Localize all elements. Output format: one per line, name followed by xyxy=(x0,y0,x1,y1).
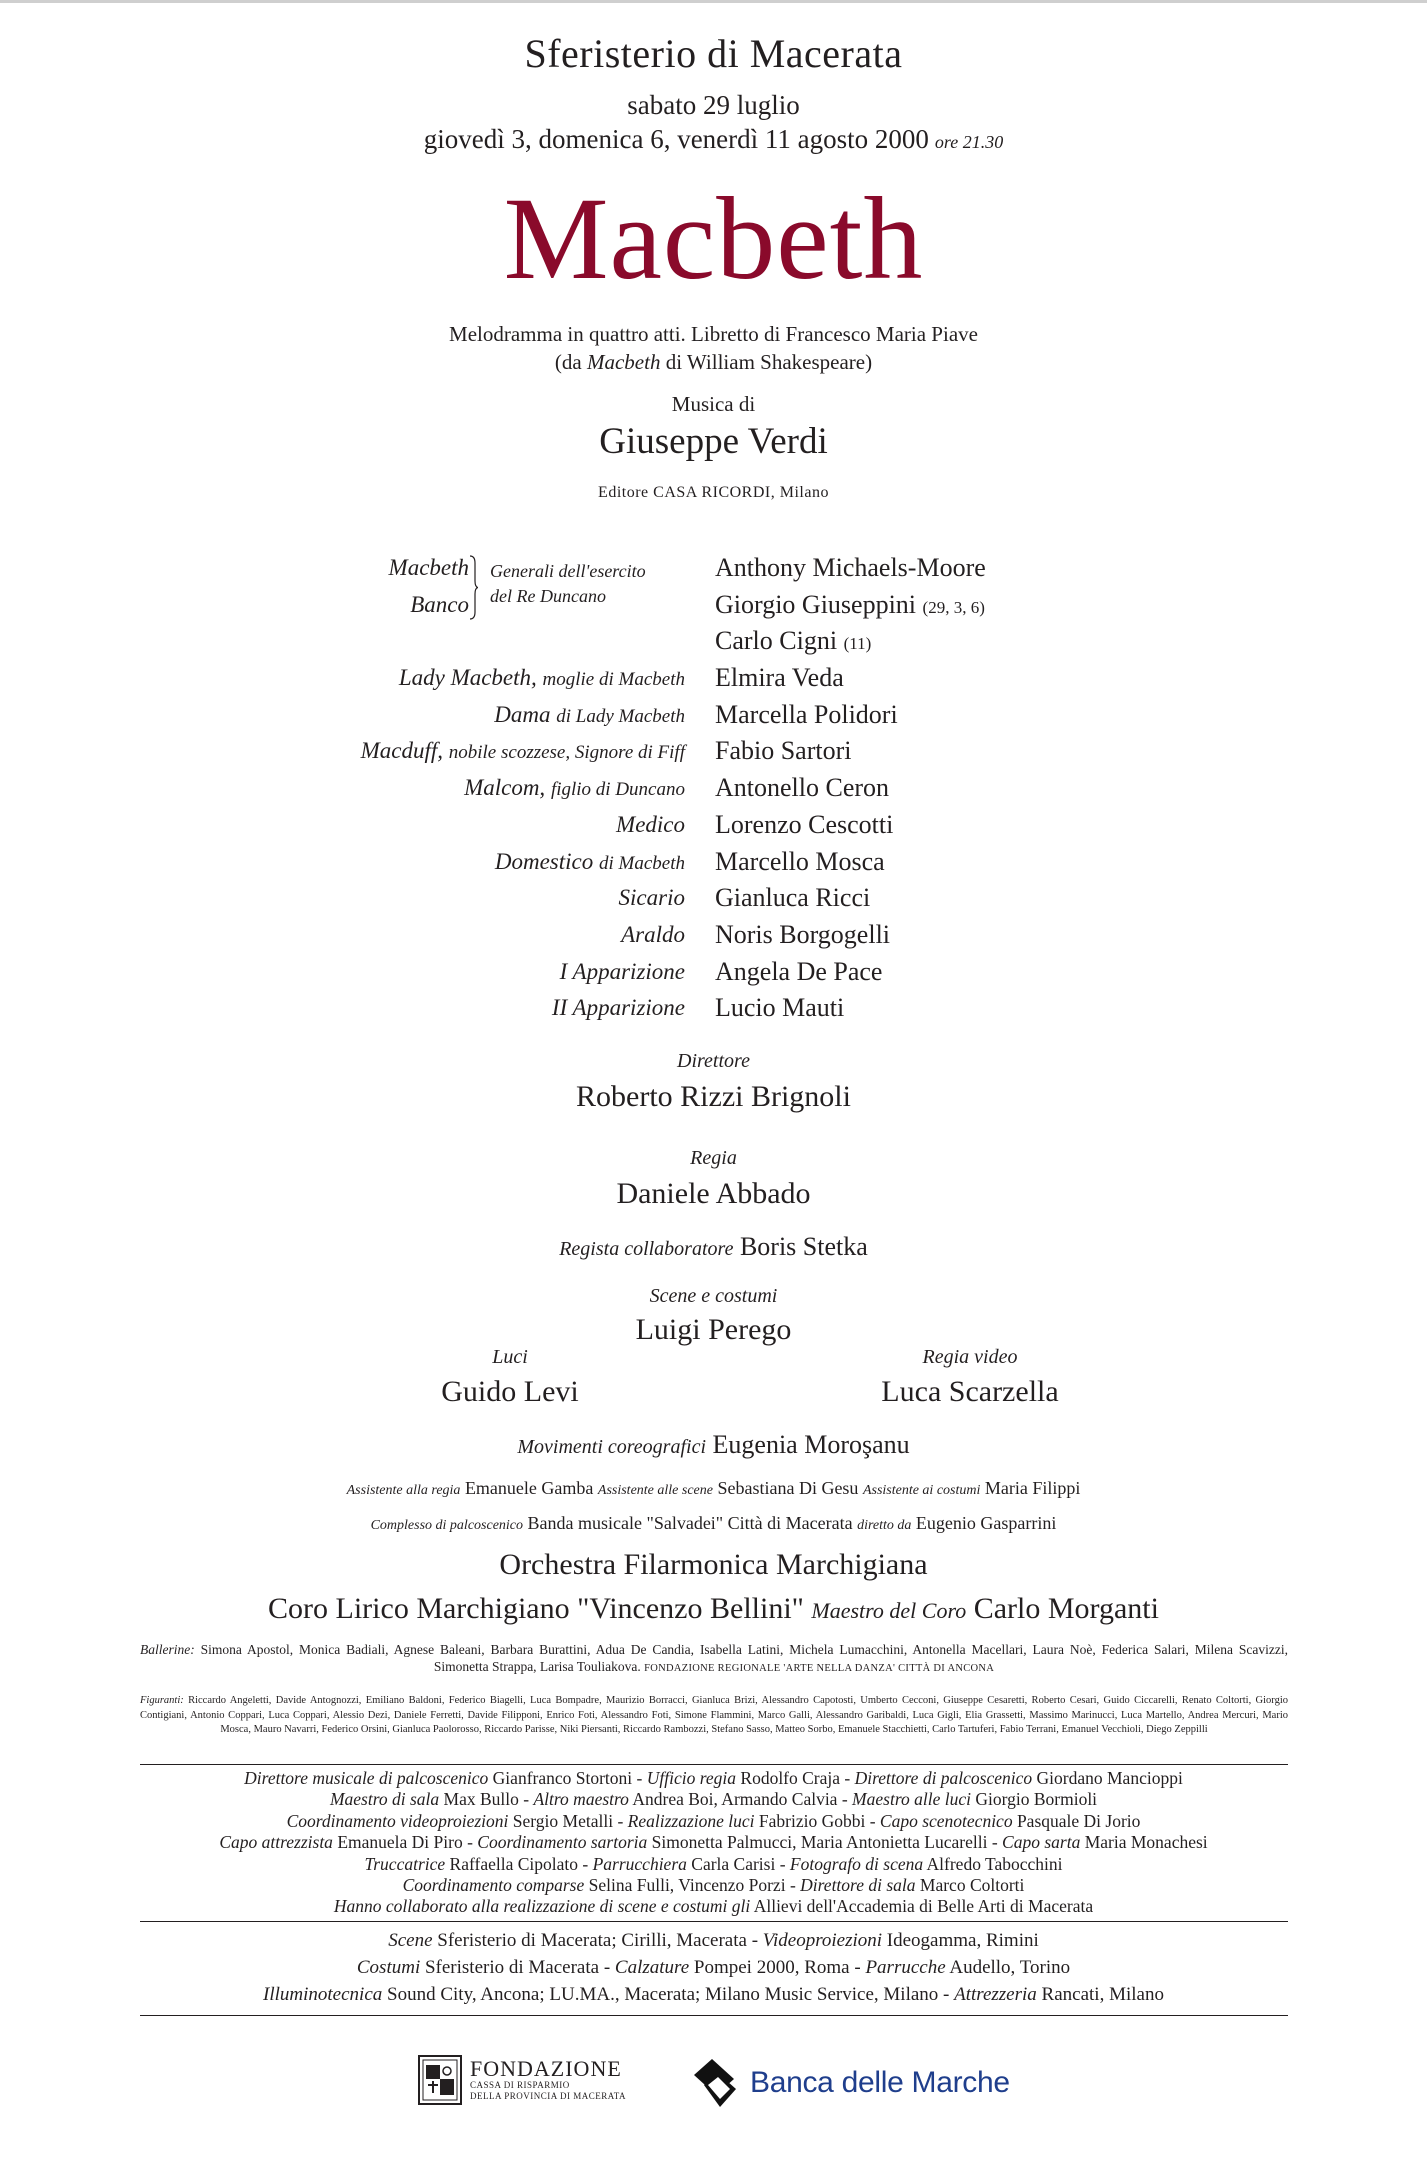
banca-marche-logo xyxy=(690,2055,1010,2111)
fondazione-emblem-icon xyxy=(418,2055,462,2105)
cast-singer xyxy=(715,847,885,877)
cast-role xyxy=(552,995,685,1021)
source-post: di William Shakespeare) xyxy=(660,350,873,374)
singer-name: Lorenzo Cescotti xyxy=(715,810,894,839)
cast-singer xyxy=(715,590,985,620)
crew-label: Ufficio regia xyxy=(646,1768,737,1788)
singer-name: Giorgio Giuseppini xyxy=(715,590,917,619)
crew-name: Fabrizio Gobbi xyxy=(758,1810,866,1831)
singer-name: Carlo Cigni xyxy=(715,626,838,655)
complesso-line xyxy=(0,1513,1427,1534)
scene-name: Luigi Perego xyxy=(635,1313,792,1346)
cast-role xyxy=(410,592,469,618)
libretto-line: Melodramma in quattro atti. Libretto di Francesco Maria Piave xyxy=(449,322,978,346)
suppliers-name: Pompei 2000, Roma xyxy=(693,1957,850,1978)
suppliers-line: Illuminotecnica Sound City, Ancona; LU.MA., Macerata; Milano Music Service, Milano - Attrezzeria Rancati, Milano xyxy=(263,1984,1164,2005)
scene-label: Scene e costumi xyxy=(649,1285,778,1307)
singer-note: (29, 3, 6) xyxy=(922,598,985,617)
role-name: Banco xyxy=(410,592,469,617)
role-name: I Apparizione xyxy=(559,959,685,984)
assistente-label: Assistente ai costumi xyxy=(862,1483,981,1498)
crew-label: Direttore di palcoscenico xyxy=(854,1768,1033,1788)
suppliers-label: Parrucche xyxy=(865,1957,946,1978)
role-name: Lady Macbeth, xyxy=(398,665,537,690)
time: ore 21.30 xyxy=(934,132,1004,152)
cast-singer xyxy=(715,663,844,693)
movimenti-name: Eugenia Moroşanu xyxy=(712,1430,910,1459)
diretto-name: Eugenio Gasparrini xyxy=(915,1513,1057,1533)
crew-label: Direttore musicale di palcoscenico xyxy=(244,1768,489,1788)
ballerine-label: Ballerine: xyxy=(140,1642,195,1657)
movimenti-label: Movimenti coreografici xyxy=(517,1436,707,1458)
crew-label: Coordinamento sartoria xyxy=(477,1832,648,1853)
role-note: di Macbeth xyxy=(598,853,685,874)
singer-name: Angela De Pace xyxy=(715,957,883,986)
cast-role xyxy=(560,959,685,985)
coro-line xyxy=(0,1592,1427,1626)
figuranti-names: Riccardo Angeletti, Davide Antognozzi, Emiliano Baldoni, Federico Biagelli, Luca Bompadre, Maurizio Borracci, Gianluca Brizi, Alessandro Capotosti, Umberto Cecconi, Giuseppe Cesaretti, Roberto Cesari, Guido Ciccarelli, Renato Coltorti, Giorgio Contigiani, Antonio Coppari, Luca Coppari, Alessio Dezi, Daniele Ferretti, Davide Filipponi, Enrico Foti, Alessandro Foti, Simone Flammini, Marco Galli, Alessandro Garibaldi, Luca Gigli, Elia Grassetti, Massimo Marinucci, Luca Martello, Andrea Mercuri, Mario Mosca, Mauro Navarri, Federico Orsini, Gianluca Paolorosso, Riccardo Parisse, Niki Piersanti, Riccardo Rambozzi, Stefano Sasso, Matteo Sorbo, Emanuele Stacchietti, Carlo Tartuferi, Fabio Terrani, Emanuel Vecchioli, Diego Zeppilli xyxy=(140,1695,1288,1736)
role-name: Macbeth xyxy=(388,555,469,580)
crew-line: Maestro di sala Max Bullo - Altro maestro Andrea Boi, Armando Calvia - Maestro alle luci Giorgio Bormioli xyxy=(329,1789,1098,1810)
crew-line xyxy=(0,1896,1427,1917)
role-name: II Apparizione xyxy=(551,995,685,1020)
suppliers-label: Scene xyxy=(388,1930,433,1951)
suppliers-name: Sferisterio di Macerata; Cirilli, Macerata xyxy=(437,1930,747,1951)
suppliers-label: Illuminotecnica xyxy=(263,1984,383,2005)
movimenti-line xyxy=(0,1430,1427,1460)
singer-name: Lucio Mauti xyxy=(715,993,845,1022)
role-note: di Lady Macbeth xyxy=(556,706,685,727)
crew-line: Truccatrice Raffaella Cipolato - Parrucchiera Carla Carisi - Fotografo di scena Alfredo Tabocchini xyxy=(364,1853,1063,1874)
luci-block xyxy=(300,1346,720,1409)
regia-label: Regia xyxy=(690,1147,737,1169)
regista-collaboratore-line xyxy=(0,1232,1427,1262)
cast-singer xyxy=(715,883,870,913)
singer-name: Antonello Ceron xyxy=(715,773,890,802)
role-note: moglie di Macbeth xyxy=(542,669,685,690)
fondazione-logo xyxy=(418,2055,626,2105)
regia-video-block xyxy=(740,1346,1200,1409)
cast-singer xyxy=(715,700,898,730)
crew-line: Coordinamento comparse Selina Fulli, Vincenzo Porzi - Direttore di sala Marco Coltorti xyxy=(402,1875,1025,1895)
crew-label: Altro maestro xyxy=(533,1789,629,1810)
fondazione-sub2: DELLA PROVINCIA DI MACERATA xyxy=(470,2091,627,2101)
suppliers-label: Calzature xyxy=(614,1957,690,1978)
banca-marche-mark-icon xyxy=(690,2055,740,2111)
cast-singer xyxy=(715,810,893,840)
crew-name: Sergio Metalli xyxy=(512,1810,614,1831)
suppliers-line: Costumi Sferisterio di Macerata - Calzature Pompei 2000, Roma - Parrucche Audello, Torino xyxy=(356,1957,1071,1978)
direttore-name: Roberto Rizzi Brignoli xyxy=(576,1080,851,1113)
role-name: Malcom, xyxy=(464,775,546,800)
bank-name: Banca delle Marche xyxy=(750,2066,1010,2099)
crew-label: Realizzazione luci xyxy=(627,1810,755,1831)
coro-name: Coro Lirico Marchigiano "Vincenzo Bellini" xyxy=(268,1592,804,1625)
cast-role xyxy=(495,849,685,875)
divider-2 xyxy=(140,1921,1288,1922)
crew-name: Giorgio Bormioli xyxy=(975,1789,1098,1810)
assistenti-line xyxy=(0,1478,1427,1499)
regia-video-name: Luca Scarzella xyxy=(881,1375,1059,1408)
cast-role xyxy=(619,885,685,911)
cast-singer xyxy=(715,993,844,1023)
assistente-name: Emanuele Gamba xyxy=(464,1478,594,1498)
crew-name: Max Bullo xyxy=(443,1789,519,1810)
role-name: Domestico xyxy=(494,849,594,874)
luci-label: Luci xyxy=(492,1346,528,1368)
opera-title: Macbeth xyxy=(503,173,924,304)
suppliers-label: Attrezzeria xyxy=(954,1984,1037,2005)
crew-name: Rodolfo Craja xyxy=(740,1768,841,1788)
crew-label: Maestro di sala xyxy=(329,1789,440,1810)
direttore-label: Direttore xyxy=(677,1050,750,1072)
crew-name: Raffaella Cipolato xyxy=(449,1853,579,1874)
role-name: Sicario xyxy=(618,885,685,910)
singer-name: Marcella Polidori xyxy=(715,700,898,729)
singer-name: Anthony Michaels-Moore xyxy=(715,553,986,582)
composer-name: Giuseppe Verdi xyxy=(599,421,828,462)
dates: giovedì 3, domenica 6, venerdì 11 agosto 2000 xyxy=(423,124,929,154)
suppliers-name: Ideogamma, Rimini xyxy=(886,1930,1039,1951)
cast-role xyxy=(621,922,685,948)
suppliers-name: Sound City, Ancona; LU.MA., Macerata; Milano Music Service, Milano xyxy=(387,1984,939,2005)
crew-line: Coordinamento videoproiezioni Sergio Metalli - Realizzazione luci Fabrizio Gobbi - Capo scenotecnico Pasquale Di Jorio xyxy=(286,1810,1141,1831)
ballerine-names: Simona Apostol, Monica Badiali, Agnese Baleani, Barbara Burattini, Adua De Candia, Isabella Latini, Michela Lumacchini, Antonella Macellari, Laura Noè, Federica Salari, Milena Scavizzi, Simonetta Strappa, Larisa Touliakova. xyxy=(200,1642,1288,1674)
cast-singer xyxy=(715,553,986,583)
cast-role xyxy=(616,812,685,838)
diretto-label: diretto da xyxy=(857,1518,912,1533)
crew-label: Direttore di sala xyxy=(800,1875,916,1895)
singer-note: (11) xyxy=(843,634,872,653)
crew-line: Direttore musicale di palcoscenico Gianfranco Stortoni - Ufficio regia Rodolfo Craja - Direttore di palcoscenico Giordano Mancioppi xyxy=(244,1768,1183,1788)
cast-singer xyxy=(715,736,852,766)
crew-name: Allievi dell'Accademia di Belle Arti di Macerata xyxy=(753,1896,1094,1917)
crew-name: Simonetta Palmucci, Maria Antonietta Lucarelli xyxy=(651,1832,988,1853)
cast-role xyxy=(494,702,685,728)
brace-icon xyxy=(470,555,478,620)
cast-singer xyxy=(715,920,890,950)
figuranti-label: Figuranti: xyxy=(140,1695,184,1706)
divider-3 xyxy=(140,2015,1288,2016)
orchestra-name: Orchestra Filarmonica Marchigiana xyxy=(499,1548,928,1581)
crew-name: Selina Fulli, Vincenzo Porzi xyxy=(588,1875,786,1895)
cast-role xyxy=(361,738,685,764)
role-name: Medico xyxy=(616,812,685,837)
cast-singer xyxy=(715,773,889,803)
source-pre: (da xyxy=(554,350,587,374)
date-line-2 xyxy=(0,124,1427,155)
role-note: nobile scozzese, Signore di Fiff xyxy=(448,742,685,763)
assistente-label: Assistente alla regia xyxy=(346,1483,461,1498)
divider-1 xyxy=(140,1764,1288,1765)
assistente-label: Assistente alle scene xyxy=(597,1483,713,1498)
top-border xyxy=(0,0,1427,3)
fondazione-title: FONDAZIONE xyxy=(470,2056,622,2081)
regista-collab-name: Boris Stetka xyxy=(739,1232,868,1261)
source-line xyxy=(0,350,1427,375)
musica-label: Musica di xyxy=(671,392,756,416)
suppliers-label: Videoproiezioni xyxy=(762,1930,883,1951)
figuranti-block xyxy=(140,1694,1288,1738)
crew-label: Maestro alle luci xyxy=(852,1789,971,1810)
cast-role xyxy=(389,555,469,581)
assistente-name: Maria Filippi xyxy=(984,1478,1081,1498)
role-name: Dama xyxy=(494,702,551,727)
cast-role xyxy=(399,665,685,691)
cast-role xyxy=(464,775,685,801)
crew-name: Maria Monachesi xyxy=(1084,1832,1208,1853)
cast-singer xyxy=(715,957,882,987)
crew-name: Giordano Mancioppi xyxy=(1036,1768,1183,1788)
crew-label: Truccatrice xyxy=(364,1853,446,1874)
venue-title: Sferisterio di Macerata xyxy=(524,31,903,76)
complesso-name: Banda musicale "Salvadei" Città di Macerata xyxy=(527,1513,853,1533)
crew-label: Capo sarta xyxy=(1002,1832,1081,1853)
suppliers-name: Sferisterio di Macerata xyxy=(424,1957,600,1978)
suppliers-name: Audello, Torino xyxy=(949,1957,1071,1978)
crew-name: Marco Coltorti xyxy=(919,1875,1025,1895)
complesso-label: Complesso di palcoscenico xyxy=(370,1518,524,1533)
suppliers-name: Rancati, Milano xyxy=(1041,1984,1164,2005)
crew-name: Emanuela Di Piro xyxy=(337,1832,463,1853)
role-name: Macduff, xyxy=(360,738,443,763)
singer-name: Elmira Veda xyxy=(715,663,844,692)
crew-label: Fotografo di scena xyxy=(789,1853,924,1874)
ballerine-block xyxy=(140,1641,1288,1677)
crew-label: Coordinamento videoproiezioni xyxy=(286,1810,509,1831)
date-line-1: sabato 29 luglio xyxy=(627,90,800,120)
cast-singer xyxy=(715,626,871,656)
suppliers-label: Costumi xyxy=(356,1957,421,1978)
fondazione-sub1: CASSA DI RISPARMIO xyxy=(470,2080,570,2090)
crew-label: Coordinamento comparse xyxy=(402,1875,585,1895)
crew-name: Alfredo Tabocchini xyxy=(926,1853,1063,1874)
editor-line: Editore CASA RICORDI, Milano xyxy=(598,484,829,501)
crew-name: Pasquale Di Jorio xyxy=(1016,1810,1141,1831)
role-name: Araldo xyxy=(621,922,685,947)
regia-video-label: Regia video xyxy=(922,1346,1018,1368)
crew-name: Andrea Boi, Armando Calvia xyxy=(632,1789,838,1810)
maestro-coro-label: Maestro del Coro xyxy=(811,1598,967,1623)
singer-name: Marcello Mosca xyxy=(715,847,885,876)
singer-name: Gianluca Ricci xyxy=(715,883,871,912)
assistente-name: Sebastiana Di Gesu xyxy=(717,1478,859,1498)
crew-name: Carla Carisi xyxy=(691,1853,776,1874)
generals-note-1: Generali dell'esercito xyxy=(490,561,646,581)
crew-label: Hanno collaborato alla realizzazione di scene e costumi gli xyxy=(333,1896,751,1917)
crew-label: Capo attrezzista xyxy=(219,1832,333,1853)
suppliers-line: Scene Sferisterio di Macerata; Cirilli, Macerata - Videoproiezioni Ideogamma, Rimini xyxy=(388,1930,1039,1951)
crew-label: Parrucchiera xyxy=(592,1853,687,1874)
role-note: figlio di Duncano xyxy=(550,779,685,800)
crew-name: Gianfranco Stortoni xyxy=(492,1768,633,1788)
luci-name: Guido Levi xyxy=(441,1375,579,1408)
fondazione-danza: FONDAZIONE REGIONALE 'ARTE NELLA DANZA' CITTÀ DI ANCONA xyxy=(644,1663,995,1674)
maestro-coro-name: Carlo Morganti xyxy=(973,1592,1159,1625)
generals-note-2: del Re Duncano xyxy=(490,586,606,606)
singer-name: Noris Borgogelli xyxy=(715,920,891,949)
crew-label: Capo scenotecnico xyxy=(879,1810,1013,1831)
regia-name: Daniele Abbado xyxy=(616,1177,811,1210)
crew-line: Capo attrezzista Emanuela Di Piro - Coordinamento sartoria Simonetta Palmucci, Maria Antonietta Lucarelli - Capo sarta Maria Monachesi xyxy=(219,1832,1208,1853)
singer-name: Fabio Sartori xyxy=(715,736,852,765)
regista-collab-label: Regista collaboratore xyxy=(559,1238,734,1260)
source-title: Macbeth xyxy=(586,350,661,374)
